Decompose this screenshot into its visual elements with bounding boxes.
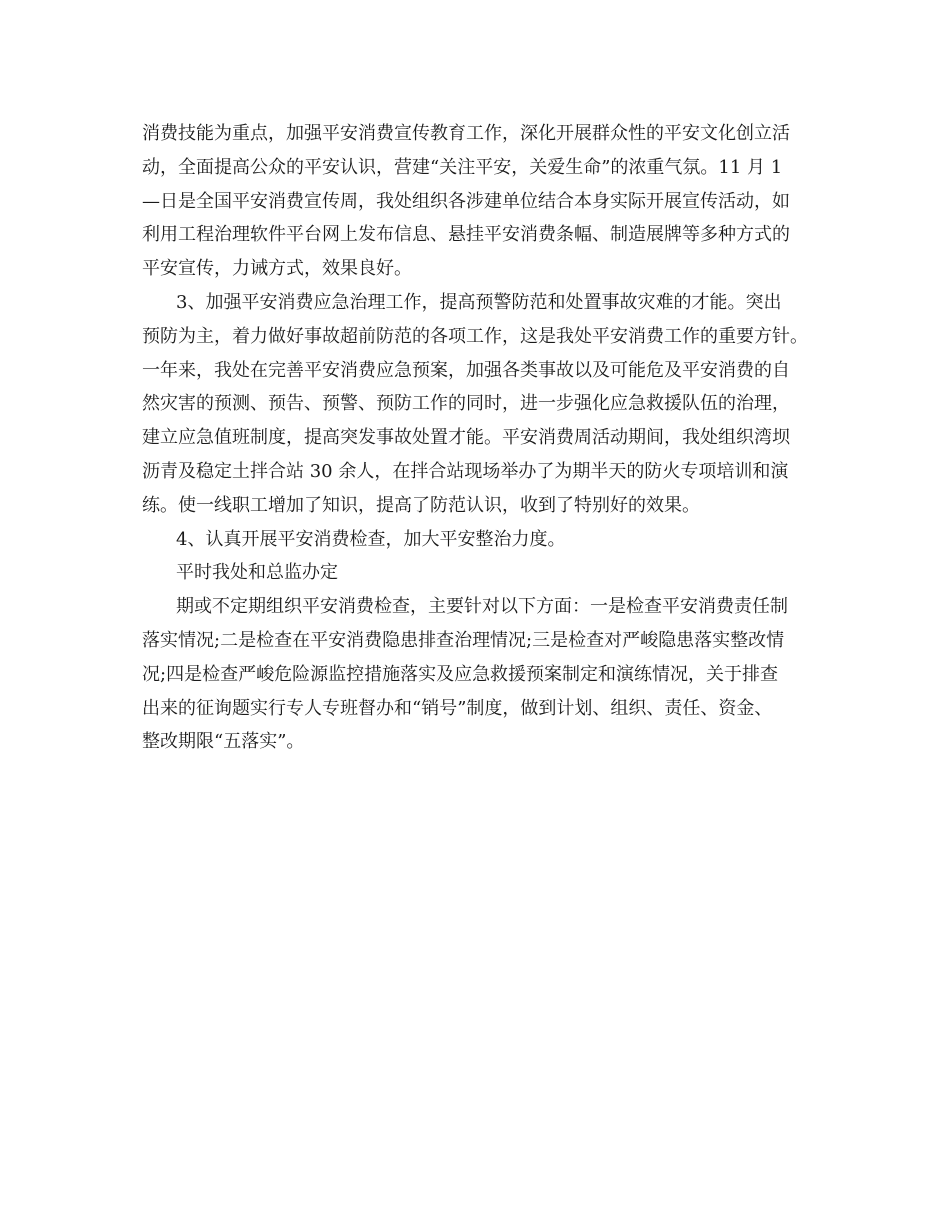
text-line: 预防为主，着力做好事故超前防范的各项工作，这是我处平安消费工作的重要方针。 (142, 325, 808, 347)
text-line: 练。使一线职工增加了知识，提高了防范认识，收到了特别好的效果。 (142, 494, 700, 516)
text-line: 利用工程治理软件平台网上发布信息、悬挂平安消费条幅、制造展牌等多种方式的 (142, 224, 790, 246)
text-line: 出来的征询题实行专人专班督办和“销号”制度，做到计划、组织、责任、资金、 (142, 697, 773, 719)
text-line: 3、加强平安消费应急治理工作，提高预警防范和处置事故灾难的才能。突出 (176, 291, 782, 313)
text-line: 整改期限“五落实”。 (142, 731, 305, 753)
text-line: 落实情况;二是检查在平安消费隐患排查治理情况;三是检查对严峻隐患落实整改情 (142, 629, 785, 651)
text-line: 期或不定期组织平安消费检查，主要针对以下方面：一是检查平安消费责任制 (176, 596, 788, 618)
text-line: 一年来，我处在完善平安消费应急预案，加强各类事故以及可能危及平安消费的自 (142, 359, 790, 381)
text-line: —日是全国平安消费宣传周，我处组织各涉建单位结合本身实际开展宣传活动，如 (142, 190, 790, 212)
text-line: 平时我处和总监办定 (176, 562, 338, 584)
text-line: 消费技能为重点，加强平安消费宣传教育工作，深化开展群众性的平安文化创立活 (142, 123, 790, 144)
text-line: 况;四是检查严峻危险源监控措施落实及应急救援预案制定和演练情况，关于排查 (142, 663, 779, 685)
text-line: 然灾害的预测、预告、预警、预防工作的同时，进一步强化应急救援队伍的治理， (142, 393, 790, 415)
text-line: 建立应急值班制度，提高突发事故处置才能。平安消费周活动期间，我处组织湾坝 (142, 427, 790, 449)
text-line: 4、认真开展平安消费检查，加大平安整治力度。 (176, 528, 566, 550)
text-line: 平安宣传，力诫方式，效果良好。 (142, 258, 412, 280)
text-line: 动，全面提高公众的平安认识，营建“关注平安，关爱生命”的浓重气氛。11 月 1 (142, 156, 783, 178)
body-text (142, 117, 812, 759)
text-line: 沥青及稳定土拌合站 30 余人，在拌合站现场举办了为期半天的防火专项培训和演 (142, 460, 789, 482)
